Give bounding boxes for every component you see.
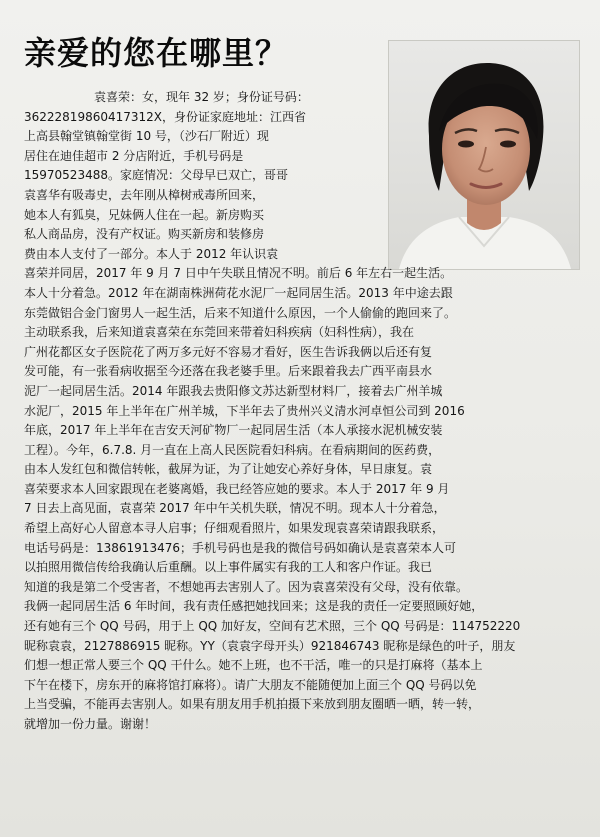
notice-line: 以拍照用微信传给我确认后重酬。以上事件属实有我的工人和客户作证。我已 <box>24 560 433 575</box>
notice-line: 还有她有三个 QQ 号码，用于上 QQ 加好友，空间有艺术照，三个 QQ 号码是：114752220 <box>24 619 521 634</box>
notice-line: 我俩一起同居生活 6 年时间，我有责任感把她找回来；这是我的责任一定要照顾好她， <box>24 599 484 614</box>
notice-line: 袁喜荣：女，现年 32 岁；身份证号码： <box>94 90 309 104</box>
page-title: 亲爱的您在哪里？ <box>24 34 289 72</box>
notice-line: 36222819860417312X，身份证家庭地址：江西省 <box>24 109 307 124</box>
notice-line: 私人商品房，没有产权证。购买新房和装修房 <box>24 227 265 242</box>
notice-line: 广州花都区女子医院花了两万多元好不容易才看好，医生告诉我俩以后还有复 <box>24 344 433 359</box>
notice-line: 7 日去上高见面，袁喜荣 2017 年中午关机失联，情况不明。现本人十分着急， <box>24 501 446 516</box>
notice-line: 费由本人支付了一部分。本人于 2012 年认识袁 <box>24 246 279 261</box>
notice-line: 水泥厂，2015 年上半年在广州羊城，下半年去了贵州兴义清水河卓恒公司到 2016 <box>24 403 465 418</box>
notice-line: 昵称袁袁，2127886915 昵称。YY（袁袁字母开头）921846743 昵称是绿色的叶子，朋友 <box>24 638 516 653</box>
notice-line: 主动联系我，后来知道袁喜荣在东莞回来带着妇科疾病（妇科性病），我在 <box>24 325 415 340</box>
notice-line: 她本人有狐臭，兄妹俩人住在一起。新房购买 <box>24 207 265 222</box>
notice-line: 知道的我是第二个受害者，不想她再去害别人了。因为袁喜荣没有父母，没有依靠。 <box>24 579 469 594</box>
notice-line: 上高县翰堂镇翰堂街 10 号，（沙石厂附近）现 <box>24 129 269 144</box>
notice-line: 们想一想正常人要三个 QQ 干什么。她不上班，也不干活，唯一的只是打麻将（基本上 <box>24 658 483 673</box>
notice-body <box>24 88 580 735</box>
notice-line: 发可能，有一张看病收据至今还落在我老婆手里。后来跟着我去广西平南县水 <box>24 364 433 379</box>
notice-line: 居住在迪佳超市 2 分店附近，手机号码是 <box>24 148 244 163</box>
notice-line: 上当受骗，不能再去害别人。如果有朋友用手机拍摄下来放到朋友圈晒一晒，转一转， <box>24 697 481 712</box>
notice-line: 年底，2017 年上半年在吉安天河矿物厂一起同居生活（本人承接水泥机械安装 <box>24 423 443 438</box>
notice-line: 下午在楼下，房东开的麻将馆打麻将）。请广大朋友不能随便加上面三个 QQ 号码以免 <box>24 677 477 692</box>
notice-line: 工程）。今年，6.7.8. 月一直在上高人民医院看妇科病。在看病期间的医药费， <box>24 442 441 457</box>
notice-line: 泥厂一起同居生活。2014 年跟我去贵阳修文苏达新型材料厂，接着去广州羊城 <box>24 383 443 398</box>
notice-line: 本人十分着急。2012 年在湖南株洲荷花水泥厂一起同居生活。2013 年中途去跟 <box>24 285 453 300</box>
notice-line: 由本人发红包和微信转帐，截屏为证，为了让她安心养好身体，早日康复。袁 <box>24 462 433 477</box>
notice-line: 电话号码是：13861913476；手机号码也是我的微信号码如确认是袁喜荣本人可 <box>24 540 456 555</box>
notice-line: 喜荣要求本人回家跟现在老婆离婚，我已经答应她的要求。本人于 2017 年 9 月 <box>24 481 450 496</box>
notice-line: 东莞做铝合金门窗男人一起生活，后来不知道什么原因，一个人偷偷的跑回来了。 <box>24 305 457 320</box>
notice-line: 喜荣并同居，2017 年 9 月 7 日中午失联且情况不明。前后 6 年左右一起生活。 <box>24 266 453 281</box>
notice-line: 15970523488。家庭情况：父母早已双亡，哥哥 <box>24 168 288 183</box>
notice-line: 希望上高好心人留意本寻人启事；仔细观看照片，如果发现袁喜荣请跟我联系， <box>24 521 445 536</box>
notice-line: 就增加一份力量。谢谢！ <box>24 717 157 731</box>
notice-line: 袁喜华有吸毒史，去年刚从樟树戒毒所回来， <box>24 187 265 202</box>
